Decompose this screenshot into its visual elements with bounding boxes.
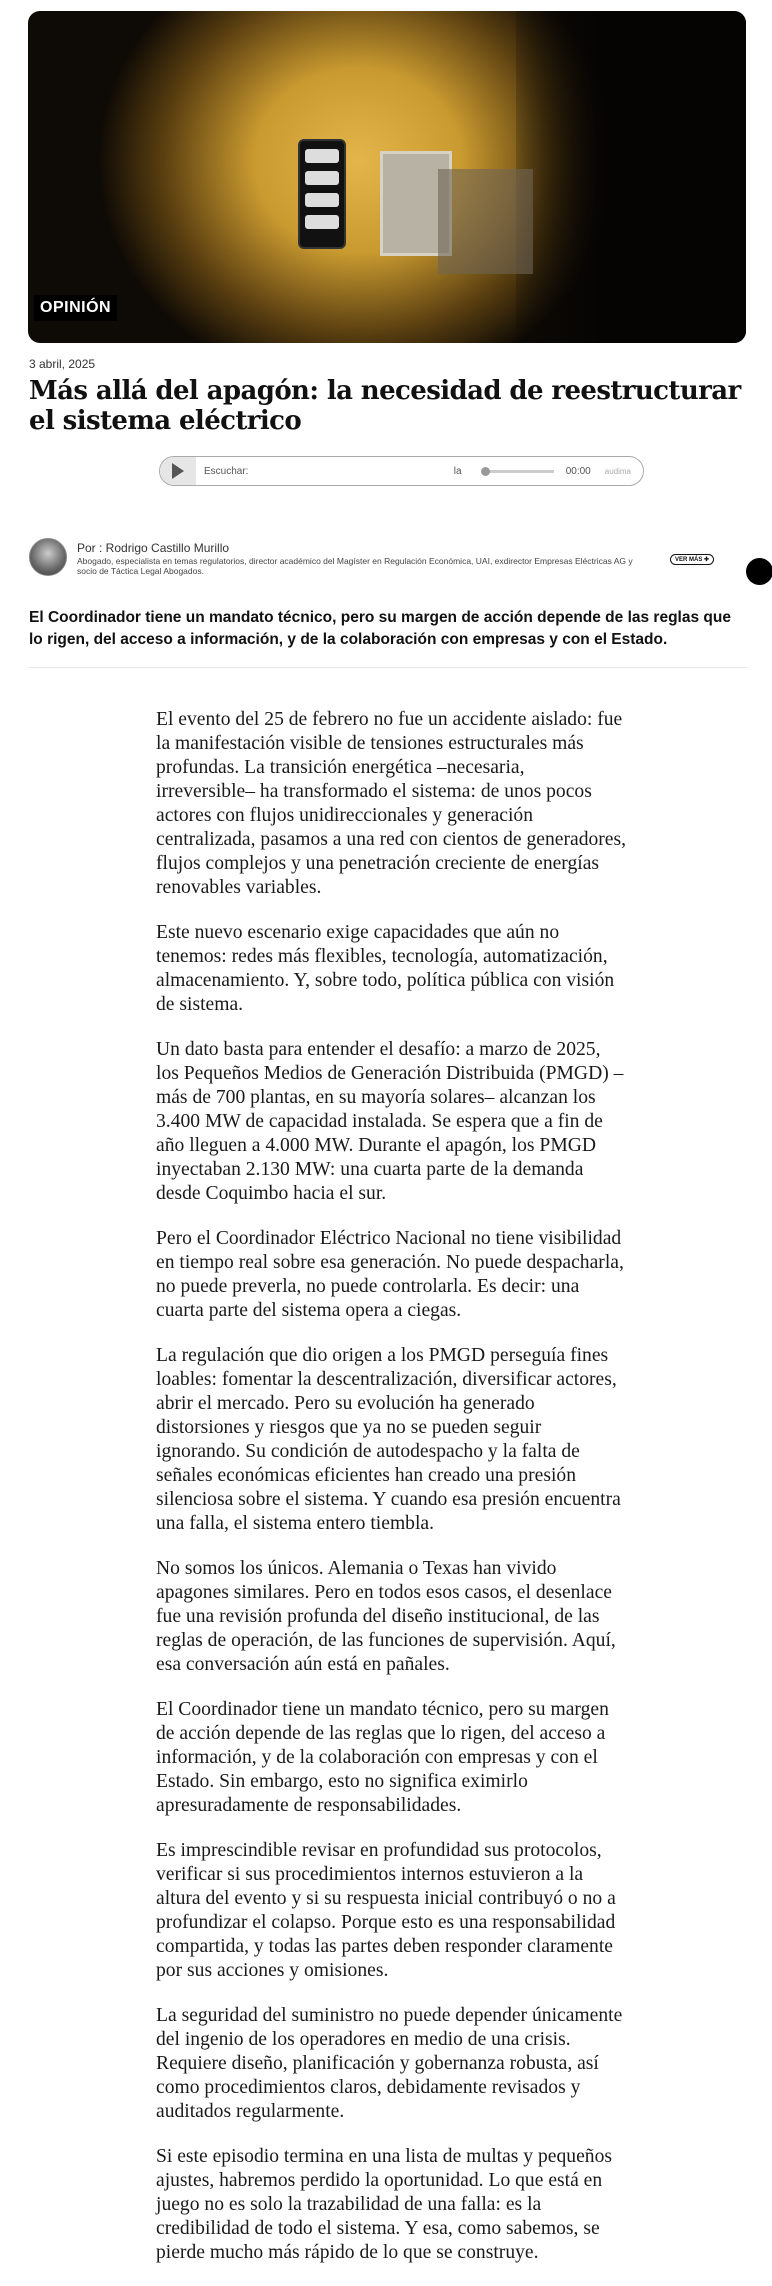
article-summary: El Coordinador tiene un mandato técnico, pero su margen de acción depende de las reglas que lo rigen, del acceso a información, y de la colaboración con empresas y con el Estado. <box>29 609 731 648</box>
player-brand[interactable]: audima <box>604 466 631 476</box>
paragraph: Un dato basta para entender el desafío: a marzo de 2025, los Pequeños Medios de Generación Distribuida (PMGD) –más de 700 plantas, en su mayoría solares– alcanzan los 3.400 MW de capacidad instalada. Se espera que a fin de año lleguen a 4.000 MW. Durante el apagón, los PMGD inyectaban 2.130 MW: una cuarta parte de la demanda desde Coquimbo hacia el sur. <box>156 1039 624 1204</box>
slider-handle[interactable] <box>481 467 490 476</box>
category-badge[interactable]: OPINIÓN <box>34 295 117 321</box>
article-date: 3 abril, 2025 <box>29 357 96 371</box>
author-bio: Abogado, especialista en temas regulatorios, director académico del Magíster en Regulación Económica, UAI, exdirector Empresas Eléctricas AG y socio de Táctica Legal Abogados. <box>77 556 633 576</box>
panel-cover <box>438 169 533 274</box>
listen-label: Escuchar: <box>204 465 249 477</box>
paragraph: El evento del 25 de febrero no fue un accidente aislado: fue la manifestación visible de tensiones estructurales más profundas. La transición energética –necesaria, irreversible– ha transformado el sistema: de unos pocos actores con flujos unidireccionales y generación centralizada, pasamos a una red con cientos de generadores, flujos complejos y una penetración creciente de energías renovables variables. <box>156 709 627 898</box>
paragraph: No somos los únicos. Alemania o Texas han vivido apagones similares. Pero en todos esos casos, el desenlace fue una revisión profunda del diseño institucional, de las reglas de operación, de las funciones de supervisión. Aquí, esa conversación aún está en pañales. <box>156 1558 616 1675</box>
floating-circle-button[interactable] <box>746 558 772 585</box>
author-byline[interactable]: Por : Rodrigo Castillo Murillo <box>77 541 230 555</box>
player-title-scroll: la <box>453 465 462 477</box>
article-body <box>156 708 628 2286</box>
hero-shadow <box>516 11 746 343</box>
paragraph: Es imprescindible revisar en profundidad sus protocolos, verificar si sus procedimientos internos estuvieron a la altura del evento y si su respuesta inicial contribuyó o no a profundizar el colapso. Porque esto es una responsabilidad compartida, y todas las partes deben responder claramente por sus acciones y omisiones. <box>156 1840 616 1981</box>
divider <box>29 667 747 668</box>
paragraph: Pero el Coordinador Eléctrico Nacional no tiene visibilidad en tiempo real sobre esa generación. No puede despacharla, no puede preverla, no puede controlarla. Es decir: una cuarta parte del sistema opera a ciegas. <box>156 1228 624 1321</box>
paragraph: La seguridad del suministro no puede depender únicamente del ingenio de los operadores en medio de una crisis. Requiere diseño, planificación y gobernanza robusta, así como procedimientos claros, debidamente revisados y auditados regularmente. <box>156 2005 623 2122</box>
hero-image <box>28 11 746 343</box>
play-icon <box>172 463 184 479</box>
paragraph: La regulación que dio origen a los PMGD perseguía fines loables: fomentar la descentralización, diversificar actores, abrir el mercado. Pero su evolución ha generado distorsiones y riesgos que ya no se pueden seguir ignorando. Su condición de autodespacho y la falta de señales económicas eficientes han creado una presión silenciosa sobre el sistema. Y cuando esa presión encuentra una falla, el sistema entero tiembla. <box>156 1345 621 1534</box>
paragraph: Si este episodio termina en una lista de multas y pequeños ajustes, habremos perdido la oportunidad. Lo que está en juego no es solo la trazabilidad de una falla: es la credibilidad de todo el sistema. Y esa, como sabemos, se pierde mucho más rápido de lo que se construye. <box>156 2146 613 2263</box>
article-title: Más allá del apagón: la necesidad de reestructurar el sistema eléctrico <box>29 376 741 436</box>
audio-progress-slider[interactable] <box>484 470 554 473</box>
audio-player <box>159 456 644 486</box>
author-avatar[interactable] <box>29 538 67 576</box>
ver-mas-button[interactable]: VER MÁS ✚ <box>670 554 714 565</box>
audio-time: 00:00 <box>565 465 591 477</box>
play-button[interactable] <box>160 457 196 485</box>
paragraph: El Coordinador tiene un mandato técnico, pero su margen de acción depende de las reglas que lo rigen, del acceso a información, y de la colaboración con empresas y con el Estado. Sin embargo, esto no significa eximirlo apresuradamente de responsabilidades. <box>156 1699 609 1816</box>
phone-image <box>298 139 346 249</box>
paragraph: Este nuevo escenario exige capacidades que aún no tenemos: redes más flexibles, tecnología, automatización, almacenamiento. Y, sobre todo, política pública con visión de sistema. <box>156 922 615 1015</box>
